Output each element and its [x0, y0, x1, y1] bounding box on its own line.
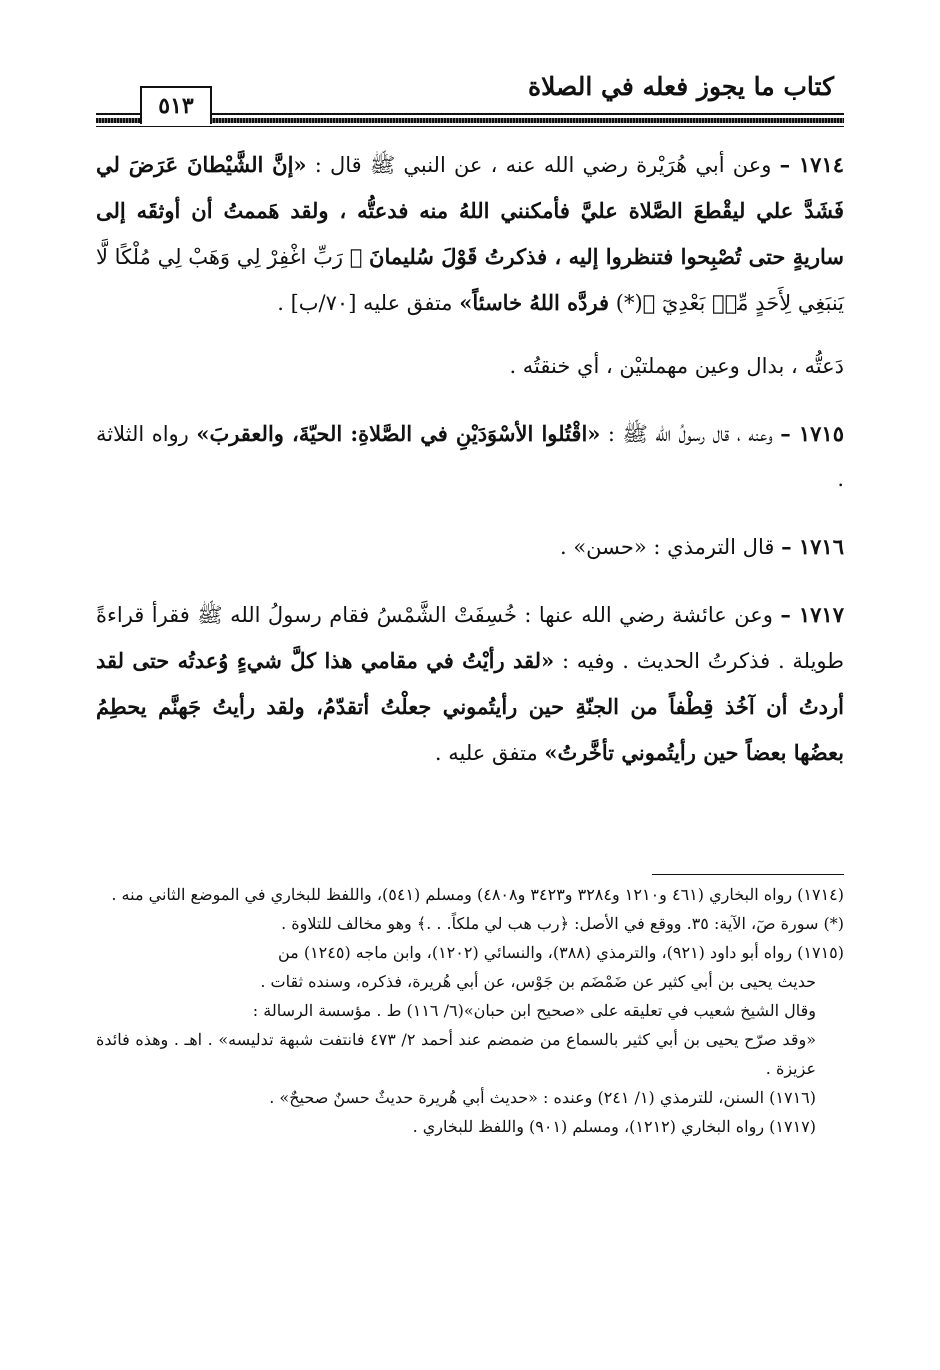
footnote-1715-line3: وقال الشيخ شعيب في تعليقه على «صحيح ابن حبان»(٦/ ١١٦) ط . مؤسسة الرسالة :: [252, 1001, 816, 1020]
hadith-quote: «لقد رأيْتُ في مقامي هذا كلَّ شيءٍ وُعدتُه حتى لقد أردتُ أن آخُذ قِطْفاً من الجنّةِ حين رأيتُموني جعلْتُ أتقدّمُ، ولقد رأيتُ جَهنَّم يحطِمُ بعضُها بعضاً حين رأيتُموني تأخَّرتُ»: [96, 648, 844, 765]
hadith-1715: [96, 411, 844, 502]
page-number-box: [140, 86, 212, 124]
hadith-1714: [96, 142, 844, 326]
hadith-text: قال الترمذي : «حسن» .: [559, 535, 782, 559]
gloss-text: دَعتُّه ، بدال وعين مهملتيْن ، أي خنقتُه .: [509, 354, 844, 378]
hadith-quote: «إنَّ الشَّيْطانَ عَرَضَ لي فَشَدَّ علي ليقْطعَ الصَّلاة عليَّ فأمكنني اللهُ منه فدعتُّه ، ولقد هَممتُ أن أوثقَه إلى ساريةٍ حتى تُصْبِحوا فتنظروا إليه ، فذكرتُ قَوْلَ سُليمانَ: [96, 152, 844, 269]
hadith-intro: وعن أبي هُرَيْرة رضي الله عنه ، عن النبي ﷺ قال :: [306, 153, 780, 177]
footnote-separator: [652, 874, 844, 875]
footnotes: [96, 880, 844, 1141]
hadith-1717: [96, 592, 844, 776]
hadith-intro: وعنه ، قال رسولُ الله ﷺ :: [600, 422, 781, 446]
quran-verse: ﴿ رَبِّ اغْفِرْ لِي وَهَبْ لِي مُلْكًا لَّا يَنبَغِي لِأَحَدٍ مِّنۢ بَعْدِيٓ ﴾(*): [96, 245, 844, 315]
page-number: ٥١٣: [158, 93, 194, 119]
hadith-intro: وعن عائشة رضي الله عنها : خُسِفَتْ الشَّمْسُ فقام رسولُ الله ﷺ فقرأ قراءةً طويلة . فذكرتُ الحديث . وفيه :: [96, 603, 844, 673]
hadith-source: رواه الثلاثة .: [96, 422, 844, 491]
hadith-number: ١٧١٤ –: [779, 152, 845, 177]
footnote-star: (*) سورة صٓ، الآية: ٣٥. ووقع في الأصل: ﴿رب هب لي ملكاً. . .﴾ وهو مخالف للتلاوة .: [281, 914, 844, 933]
footnote-1715-line4: «وقد صرّح يحيى بن أبي كثير بالسماع من ضمضم عند أحمد ٢/ ٤٧٣ فانتفت شبهة تدليسه» . اهـ . وهذه فائدة عزيزة .: [96, 1030, 816, 1078]
footnote-1715-line1: (١٧١٥) رواه أبو داود (٩٢١)، والترمذي (٣٨٨)، والنسائي (١٢٠٢)، وابن ماجه (١٢٤٥) من: [278, 943, 844, 962]
hadith-1716: [96, 524, 844, 570]
footnote-1717-text: (١٧١٧) رواه البخاري (١٢١٢)، ومسلم (٩٠١) واللفظ للبخاري .: [412, 1117, 816, 1136]
hadith-number: ١٧١٧ –: [780, 602, 844, 627]
hadith-number: ١٧١٥ –: [780, 421, 844, 446]
footnote-1717: [96, 1112, 844, 1141]
footnote-1715-line2: حديث يحيى بن أبي كثير عن ضَمْضَم بن جَوْس، عن أبي هُريرة، فذكره، وسنده ثقات .: [260, 972, 816, 991]
hadith-quote: «اقْتُلوا الأسْوَدَيْنِ في الصَّلاةِ: الحيّةَ، والعقربَ»: [196, 421, 601, 446]
header-rule-thin: [96, 126, 844, 127]
hadith-source: متفق عليه .: [434, 741, 545, 765]
hadith-quote-end: فردَّه اللهُ خاسئاً»: [459, 290, 610, 315]
footnote-1716: [96, 1083, 844, 1112]
main-text: [96, 142, 844, 794]
running-head-title: كتاب ما يجوز فعله في الصلاة: [528, 72, 834, 101]
footnote-1716-text: (١٧١٦) السنن، للترمذي (١/ ٢٤١) وعنده : «حديث أبي هُريرة حديثٌ حسنٌ صحيحٌ» .: [269, 1088, 816, 1107]
footnote-1715: [96, 938, 844, 1083]
hadith-number: ١٧١٦ –: [781, 534, 844, 559]
footnote-1714: (١٧١٤) رواه البخاري (٤٦١ و١٢١٠ و٣٢٨٤ و٣٤٢٣ و٤٨٠٨) ومسلم (٥٤١)، واللفظ للبخاري في الموضع الثاني منه .: [111, 885, 844, 904]
hadith-source: متفق عليه [٧٠/ب] .: [277, 291, 460, 315]
gloss-1714: [96, 344, 844, 389]
